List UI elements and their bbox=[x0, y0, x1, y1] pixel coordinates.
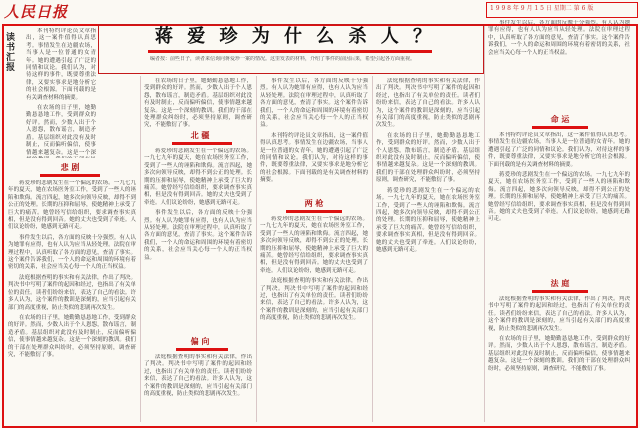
column-1-top bbox=[26, 28, 96, 158]
column-paragraph: 本刊特约评论员文章指出，这一案件值得认真思考。事情发生在边疆农场，当事人是一位普通的女青年。她的遭遇引起了广泛的同情和议论。我们认为，对待这样的事件，既要尊重法律，又要实事求是地分析它的社会根源。下面刊载的是有关调查材料的摘要。 bbox=[26, 28, 96, 101]
header-date-text: 1 9 9 8 年 9 月 1 5 日 星期二 第 6 版 bbox=[490, 5, 594, 12]
column-paragraph: 法庭根据查明的事实和有关法律，作出了判决。判决书中写明了案件的起因和经过，也指出了有关单位的责任。读者们纷纷来信，表达了自己的看法。许多人认为，这个案件的教训是深刻的，应当引起有关部门的高度重视，防止类似的悲剧再次发生。 bbox=[260, 278, 368, 322]
subhead-underline bbox=[176, 348, 228, 351]
column-paragraph: 蒋爱珍的悲剧发生在一个偏远的农场。一九七九年的夏天，她在农场医务室工作，受到了一些人的诬陷和欺侮。流言四起，她多次向领导反映，却得不到公正的处理。长期的压抑和屈辱，使她精神上承受了巨大的痛苦。她曾经写信给组织，要求调查事实真相，但是没有得到回音。她的丈夫也受到了牵连。人们议论纷纷，她感到无路可走。 bbox=[488, 172, 630, 223]
side-label-4: 报 bbox=[6, 63, 16, 73]
column-paragraph: 事件发生以后，各方面的反映十分强烈。有人认为她罪有应得，也有人认为应当从轻处理。法院在审理过程中，认真听取了各方面的意见，查清了事实。这个案件告诉我们，一个人的命运和周围的环境有着密切的关系，社会应当关心每一个人的正当权益。 bbox=[8, 234, 136, 271]
column-5 bbox=[488, 132, 630, 274]
column-4 bbox=[376, 78, 480, 420]
column-paragraph: 蒋爱珍的悲剧发生在一个偏远的农场。一九七九年的夏天，她在农场医务室工作，受到了一些人的诬陷和欺侮。流言四起，她多次向领导反映，却得不到公正的处理。长期的压抑和屈辱，使她精神上承受了巨大的痛苦。她曾经写信给组织，要求调查事实真相，但是没有得到回音。她的丈夫也受到了牵连。人们议论纷纷，她感到无路可走。 bbox=[144, 148, 252, 206]
side-label-2: 书 bbox=[6, 43, 16, 53]
subhead-tragedy: 悲 剧 bbox=[60, 162, 80, 172]
side-label-3: 汇 bbox=[6, 53, 16, 63]
column-paragraph: 在农场的日子里，她勤勤恳恳地工作，受到群众的好评。然而，少数人出于个人恩怨，散布谣言，制造矛盾。基层组织对此没有及时制止，反而偏听偏信，使事情越来越复杂。这是一个深刻的教训。我们的干部在处理群众纠纷时，必须坚持原则，调查研究，不能敷衍了事。 bbox=[488, 336, 630, 372]
subhead-court: 法 庭 bbox=[550, 278, 570, 288]
column-paragraph: 在农场的日子里，她勤勤恳恳地工作，受到群众的好评。然而，少数人出于个人恩怨，散布谣言，制造矛盾。基层组织对此没有及时制止，反而偏听偏信，使事情越来越复杂。这是一个深刻的教训。我们的干部在处理群众纠纷时，必须坚持原则，调查研究，不能敷衍了事。 bbox=[144, 78, 252, 128]
column-paragraph: 蒋爱珍的悲剧发生在一个偏远的农场。一九七九年的夏天，她在农场医务室工作，受到了一些人的诬陷和欺侮。流言四起，她多次向领导反映，却得不到公正的处理。长期的压抑和屈辱，使她精神上承受了巨大的痛苦。她曾经写信给组织，要求调查事实真相，但是没有得到回音。她的丈夫也受到了牵连。人们议论纷纷，她感到无路可走。 bbox=[8, 180, 136, 231]
title-underline bbox=[148, 50, 432, 53]
column-paragraph: 蒋爱珍的悲剧发生在一个偏远的农场。一九七九年的夏天，她在农场医务室工作，受到了一些人的诬陷和欺侮。流言四起，她多次向领导反映，却得不到公正的处理。长期的压抑和屈辱，使她精神上承受了巨大的痛苦。她曾经写信给组织，要求调查事实真相，但是没有得到回音。她的丈夫也受到了牵连。人们议论纷纷，她感到无路可走。 bbox=[260, 216, 368, 274]
subhead-bias: 偏 向 bbox=[190, 336, 210, 346]
column-paragraph: 本刊特约评论员文章指出，这一案件值得认真思考。事情发生在边疆农场，当事人是一位普通的女青年。她的遭遇引起了广泛的同情和议论。我们认为，对待这样的事件，既要尊重法律，又要实事求是地分析它的社会根源。下面刊载的是有关调查材料的摘要。 bbox=[260, 132, 368, 184]
column-rule bbox=[484, 26, 485, 422]
column-rule bbox=[372, 76, 373, 422]
side-label-1: 读 bbox=[6, 33, 16, 43]
column-paragraph: 法庭根据查明的事实和有关法律，作出了判决。判决书中写明了案件的起因和经过，也指出了有关单位的责任。读者们纷纷来信，表达了自己的看法。许多人认为，这个案件的教训是深刻的，应当引起有关部门的高度重视，防止类似的悲剧再次发生。 bbox=[144, 354, 252, 398]
subhead-underline bbox=[532, 290, 588, 293]
column-paragraph: 本刊特约评论员文章指出，这一案件值得认真思考。事情发生在边疆农场，当事人是一位普通的女青年。她的遭遇引起了广泛的同情和议论。我们认为，对待这样的事件，既要尊重法律，又要实事求是地分析它的社会根源。下面刊载的是有关调查材料的摘要。 bbox=[488, 132, 630, 168]
subhead-two-shots: 两 枪 bbox=[304, 198, 324, 208]
column-paragraph: 事件发生以后，各方面的反映十分强烈。有人认为她罪有应得，也有人认为应当从轻处理。法院在审理过程中，认真听取了各方面的意见，查清了事实。这个案件告诉我们，一个人的命运和周围的环境有着密切的关系，社会应当关心每一个人的正当权益。 bbox=[488, 20, 630, 56]
column-5-bottom bbox=[488, 296, 630, 420]
column-rule bbox=[140, 76, 141, 422]
article-title: 蒋 爱 珍 为 什 么 杀 人 ？ bbox=[154, 26, 436, 47]
subhead-north: 北 疆 bbox=[190, 130, 210, 140]
subhead-underline bbox=[532, 126, 588, 129]
column-paragraph: 事件发生以后，各方面的反映十分强烈。有人认为她罪有应得，也有人认为应当从轻处理。法院在审理过程中，认真听取了各方面的意见，查清了事实。这个案件告诉我们，一个人的命运和周围的环境有着密切的关系，社会应当关心每一个人的正当权益。 bbox=[144, 210, 252, 261]
newspaper-logo: 人民日报 bbox=[4, 3, 69, 21]
column-2 bbox=[144, 148, 252, 334]
column-5-top bbox=[488, 20, 630, 112]
subhead-fate: 命 运 bbox=[550, 114, 570, 124]
column-paragraph: 法庭根据查明的事实和有关法律，作出了判决。判决书中写明了案件的起因和经过，也指出了有关单位的责任。读者们纷纷来信，表达了自己的看法。许多人认为，这个案件的教训是深刻的，应当引起有关部门的高度重视，防止类似的悲剧再次发生。 bbox=[376, 78, 480, 129]
column-3-top bbox=[260, 78, 368, 198]
article-lede: 编者按：前些日子，读者来信询问蒋爱珍一案的情况。这里发表的材料，介绍了事件的前因后果，希望引起各方面重视。 bbox=[150, 56, 416, 62]
column-paragraph: 在农场的日子里，她勤勤恳恳地工作，受到群众的好评。然而，少数人出于个人恩怨，散布谣言，制造矛盾。基层组织对此没有及时制止，反而偏听偏信，使事情越来越复杂。这是一个深 bbox=[26, 105, 96, 156]
column-2-bottom bbox=[144, 354, 252, 420]
subhead-underline bbox=[286, 210, 342, 213]
column-3 bbox=[260, 216, 368, 420]
column-paragraph: 蒋爱珍的悲剧发生在一个偏远的农场。一九七九年的夏天，她在农场医务室工作，受到了一些人的诬陷和欺侮。流言四起，她多次向领导反映，却得不到公正的处理。长期的压抑和屈辱，使她精神上承受了巨大的痛苦。她曾经写信给组织，要求调查事实真相，但是没有得到回音。她的丈夫也受到了牵连。人们议论纷纷，她感到无路可走。 bbox=[376, 187, 480, 253]
column-paragraph: 在农场的日子里，她勤勤恳恳地工作，受到群众的好评。然而，少数人出于个人恩怨，散布谣言，制造矛盾。基层组织对此没有及时制止，反而偏听偏信，使事情越来越复杂。这是一个深刻的教训。我们的干部在处理群众纠纷时，必须坚持原则，调查研究，不能敷衍了事。 bbox=[376, 132, 480, 184]
column-paragraph: 在农场的日子里，她勤勤恳恳地工作，受到群众的好评。然而，少数人出于个人恩怨，散布谣言，制造矛盾。基层组织对此没有及时制止，反而偏听偏信，使事情越来越复杂。这是一个深刻的教训。我们的干部在处理群众纠纷时，必须坚持原则，调查研究，不能敷衍了事。 bbox=[8, 314, 136, 358]
subhead-underline bbox=[172, 142, 232, 145]
column-paragraph: 法庭根据查明的事实和有关法律，作出了判决。判决书中写明了案件的起因和经过，也指出了有关单位的责任。读者们纷纷来信，表达了自己的看法。许多人认为，这个案件的教训是深刻的，应当引起有关部门的高度重视，防止类似的悲剧再次发生。 bbox=[488, 296, 630, 332]
column-rule bbox=[256, 76, 257, 422]
column-paragraph: 法庭根据查明的事实和有关法律，作出了判决。判决书中写明了案件的起因和经过，也指出了有关单位的责任。读者们纷纷来信，表达了自己的看法。许多人认为，这个案件的教训是深刻的，应当引起有关部门的高度重视，防止类似的悲剧再次发生。 bbox=[8, 274, 136, 311]
subhead-underline bbox=[40, 174, 100, 177]
column-2-top bbox=[144, 78, 252, 128]
column-paragraph: 事件发生以后，各方面的反映十分强烈。有人认为她罪有应得，也有人认为应当从轻处理。法院在审理过程中，认真听取了各方面的意见，查清了事实。这个案件告诉我们，一个人的命运和周围的环境有着密切的关系，社会应当关心每一个人的正当权益。 bbox=[260, 78, 368, 129]
column-1 bbox=[8, 180, 136, 420]
